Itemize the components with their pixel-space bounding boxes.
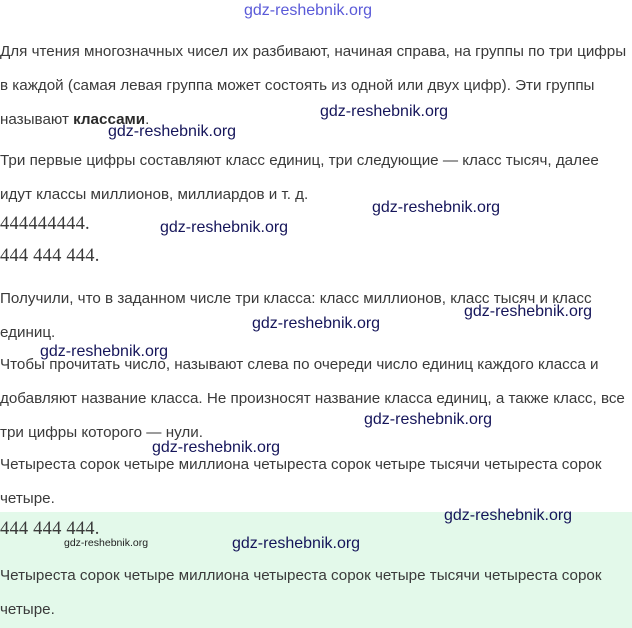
paragraph-reading-rule: Чтобы прочитать число, называют слева по очереди число единиц каждого класса и добавляют название класса. Не произносят название класса единиц, а также класс, все три цифры которого — нули. (0, 356, 625, 441)
watermark-top: gdz-reshebnik.org (244, 2, 373, 19)
watermark: gdz-reshebnik.org (444, 507, 573, 524)
number-grouped: 444 444 444. (0, 246, 100, 266)
watermark: gdz-reshebnik.org (160, 219, 289, 236)
paragraph-classes-definition (0, 35, 632, 137)
watermark: gdz-reshebnik.org (40, 343, 169, 360)
paragraph-three-classes: Получили, что в заданном числе три класса: класс миллионов, класс тысяч и класс единиц. (0, 290, 592, 341)
answer-number: 444 444 444. (0, 519, 100, 539)
watermark: gdz-reshebnik.org (464, 303, 593, 320)
watermark: gdz-reshebnik.org (364, 411, 493, 428)
watermark: gdz-reshebnik.org (372, 199, 501, 216)
paragraph-number-in-words: Четыреста сорок четыре миллиона четыреста сорок четыре тысячи четыреста сорок четыре. (0, 456, 602, 507)
watermark: gdz-reshebnik.org (252, 315, 381, 332)
watermark-small: gdz-reshebnik.org (64, 537, 149, 549)
watermark: gdz-reshebnik.org (152, 439, 281, 456)
p1-end: . (145, 111, 150, 128)
watermark: gdz-reshebnik.org (108, 123, 237, 140)
p1-text: Для чтения многозначных чисел их разбивают, начиная справа, на группы по три цифры в каждой (самая левая группа может состоять из одной или двух цифр). Эти группы называют (0, 43, 627, 128)
paragraph-class-names: Три первые цифры составляют класс единиц, три следующие — класс тысяч, далее идут классы миллионов, миллиардов и т. д. (0, 152, 599, 203)
answer-text: Четыреста сорок четыре миллиона четыреста сорок четыре тысячи четыреста сорок четыре. (0, 567, 602, 618)
watermark: gdz-reshebnik.org (320, 103, 449, 120)
number-raw: 444444444. (0, 214, 90, 234)
watermark: gdz-reshebnik.org (232, 535, 361, 552)
term-classes: классами (73, 111, 146, 128)
